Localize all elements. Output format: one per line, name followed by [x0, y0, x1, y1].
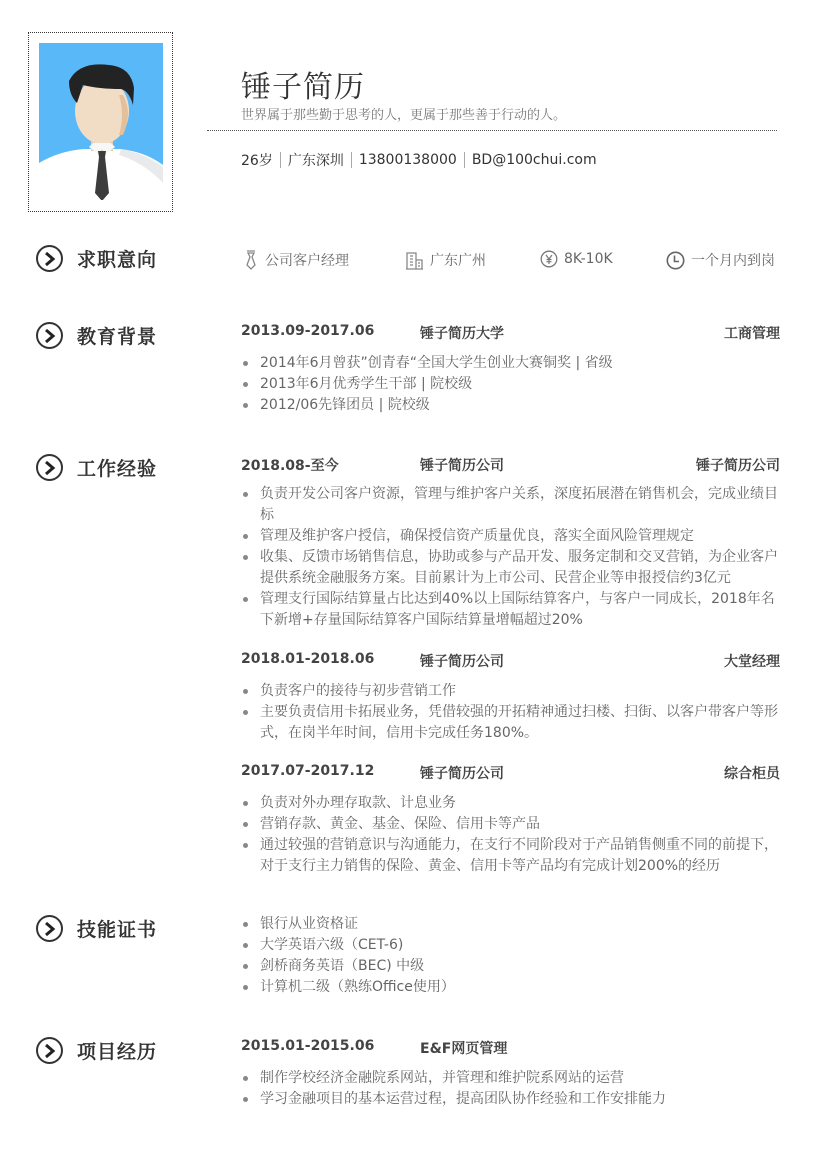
intent-label: 广东广州 [430, 253, 486, 269]
intent-position [243, 250, 349, 270]
entry-role: 大堂经理 [724, 654, 780, 670]
contact-email: BD@100chui.com [471, 152, 597, 168]
tie-icon [243, 250, 259, 270]
entry-major: 工商管理 [724, 326, 780, 342]
intent-location [405, 250, 486, 270]
intent-label: 公司客户经理 [265, 253, 349, 269]
list-item: 2014年6月曾获”创青春“全国大学生创业大赛铜奖 | 省级 [241, 353, 781, 374]
intent-label: 一个月内到岗 [691, 253, 775, 269]
list-item: 收集、反馈市场销售信息，协助或参与产品开发、服务定制和交叉营销，为企业客户提供系统金融服务方案。目前累计为上市公司、民营企业等申报授信约3亿元 [241, 547, 781, 589]
chevron-right-circle-icon [36, 245, 63, 272]
chevron-right-circle-icon [36, 1037, 63, 1064]
intent-label: 8K-10K [564, 251, 613, 267]
contact-separator [464, 152, 465, 168]
list-item: 2013年6月优秀学生干部 | 院校级 [241, 374, 781, 395]
section-header-intent [36, 245, 157, 272]
entry-project-name: E&F网页管理 [420, 1041, 508, 1057]
section-header-work [36, 454, 157, 481]
section-title: 技能证书 [77, 919, 158, 941]
entry-date: 2015.01-2015.06 [241, 1038, 375, 1054]
list-item: 剑桥商务英语（BEC) 中级 [241, 956, 781, 977]
contact-phone: 13800138000 [358, 152, 457, 168]
section-header-projects [36, 1037, 157, 1064]
profile-photo-frame [28, 32, 173, 212]
list-item: 计算机二级（熟练Office使用） [241, 977, 781, 998]
entry-date: 2018.08-至今 [241, 458, 339, 474]
chevron-right-circle-icon [36, 454, 63, 481]
intent-availability [666, 250, 775, 270]
contact-separator [280, 152, 281, 168]
resume-name: 锤子简历 [241, 70, 365, 105]
list-item: 管理及维护客户授信，确保授信资产质量优良，落实全面风险管理规定 [241, 526, 781, 547]
resume-motto: 世界属于那些勤于思考的人，更属于那些善于行动的人。 [241, 108, 567, 123]
contact-separator [351, 152, 352, 168]
list-item: 2012/06先锋团员 | 院校级 [241, 395, 781, 416]
list-item: 通过较强的营销意识与沟通能力，在支行不同阶段对于产品销售侧重不同的前提下，对于支行主力销售的保险、黄金、信用卡等产品均有完成计划200%的经历 [241, 835, 781, 877]
header-divider [207, 130, 777, 131]
entry-company: 锤子简历公司 [420, 766, 504, 782]
skills-bullet-list [241, 914, 781, 998]
entry-date: 2013.09-2017.06 [241, 323, 375, 339]
clock-icon [666, 251, 685, 270]
education-bullet-list [241, 353, 781, 416]
list-item: 营销存款、黄金、基金、保险、信用卡等产品 [241, 814, 781, 835]
avatar [39, 43, 163, 200]
section-header-education [36, 322, 157, 349]
section-title: 教育背景 [77, 326, 158, 348]
list-item: 制作学校经济金融院系网站，并管理和维护院系网站的运营 [241, 1068, 781, 1089]
work-bullet-list [241, 681, 781, 744]
list-item: 负责客户的接待与初步营销工作 [241, 681, 781, 702]
list-item: 银行从业资格证 [241, 914, 781, 935]
list-item: 学习金融项目的基本运营过程，提高团队协作经验和工作安排能力 [241, 1089, 781, 1110]
section-title: 求职意向 [77, 249, 158, 271]
entry-company: 锤子简历公司 [420, 654, 504, 670]
list-item: 管理支行国际结算量占比达到40%以上国际结算客户，与客户一同成长，2018年名下新增+存量国际结算客户国际结算量增幅超过20% [241, 589, 781, 631]
section-title: 项目经历 [77, 1041, 158, 1063]
contact-info [241, 150, 597, 170]
entry-school: 锤子简历大学 [420, 326, 504, 342]
building-icon [405, 251, 424, 270]
work-bullet-list [241, 793, 781, 877]
project-bullet-list [241, 1068, 781, 1110]
avatar-illustration-icon [39, 43, 163, 200]
chevron-right-circle-icon [36, 915, 63, 942]
intent-salary [540, 250, 613, 268]
list-item: 负责开发公司客户资源，管理与维护客户关系，深度拓展潜在销售机会，完成业绩目标 [241, 484, 781, 526]
work-bullet-list [241, 484, 781, 631]
chevron-right-circle-icon [36, 322, 63, 349]
entry-date: 2018.01-2018.06 [241, 651, 375, 667]
section-title: 工作经验 [77, 458, 158, 480]
entry-role: 锤子简历公司 [696, 458, 780, 474]
list-item: 负责对外办理存取款、计息业务 [241, 793, 781, 814]
list-item: 主要负责信用卡拓展业务，凭借较强的开拓精神通过扫楼、扫街、以客户带客户等形式，在岗半年时间，信用卡完成任务180%。 [241, 702, 781, 744]
contact-location: 广东深圳 [287, 153, 344, 169]
entry-date: 2017.07-2017.12 [241, 763, 375, 779]
yen-icon [540, 250, 558, 268]
list-item: 大学英语六级（CET-6) [241, 935, 781, 956]
section-header-skills [36, 915, 157, 942]
contact-age: 26岁 [241, 153, 273, 169]
entry-company: 锤子简历公司 [420, 458, 504, 474]
entry-role: 综合柜员 [724, 766, 780, 782]
